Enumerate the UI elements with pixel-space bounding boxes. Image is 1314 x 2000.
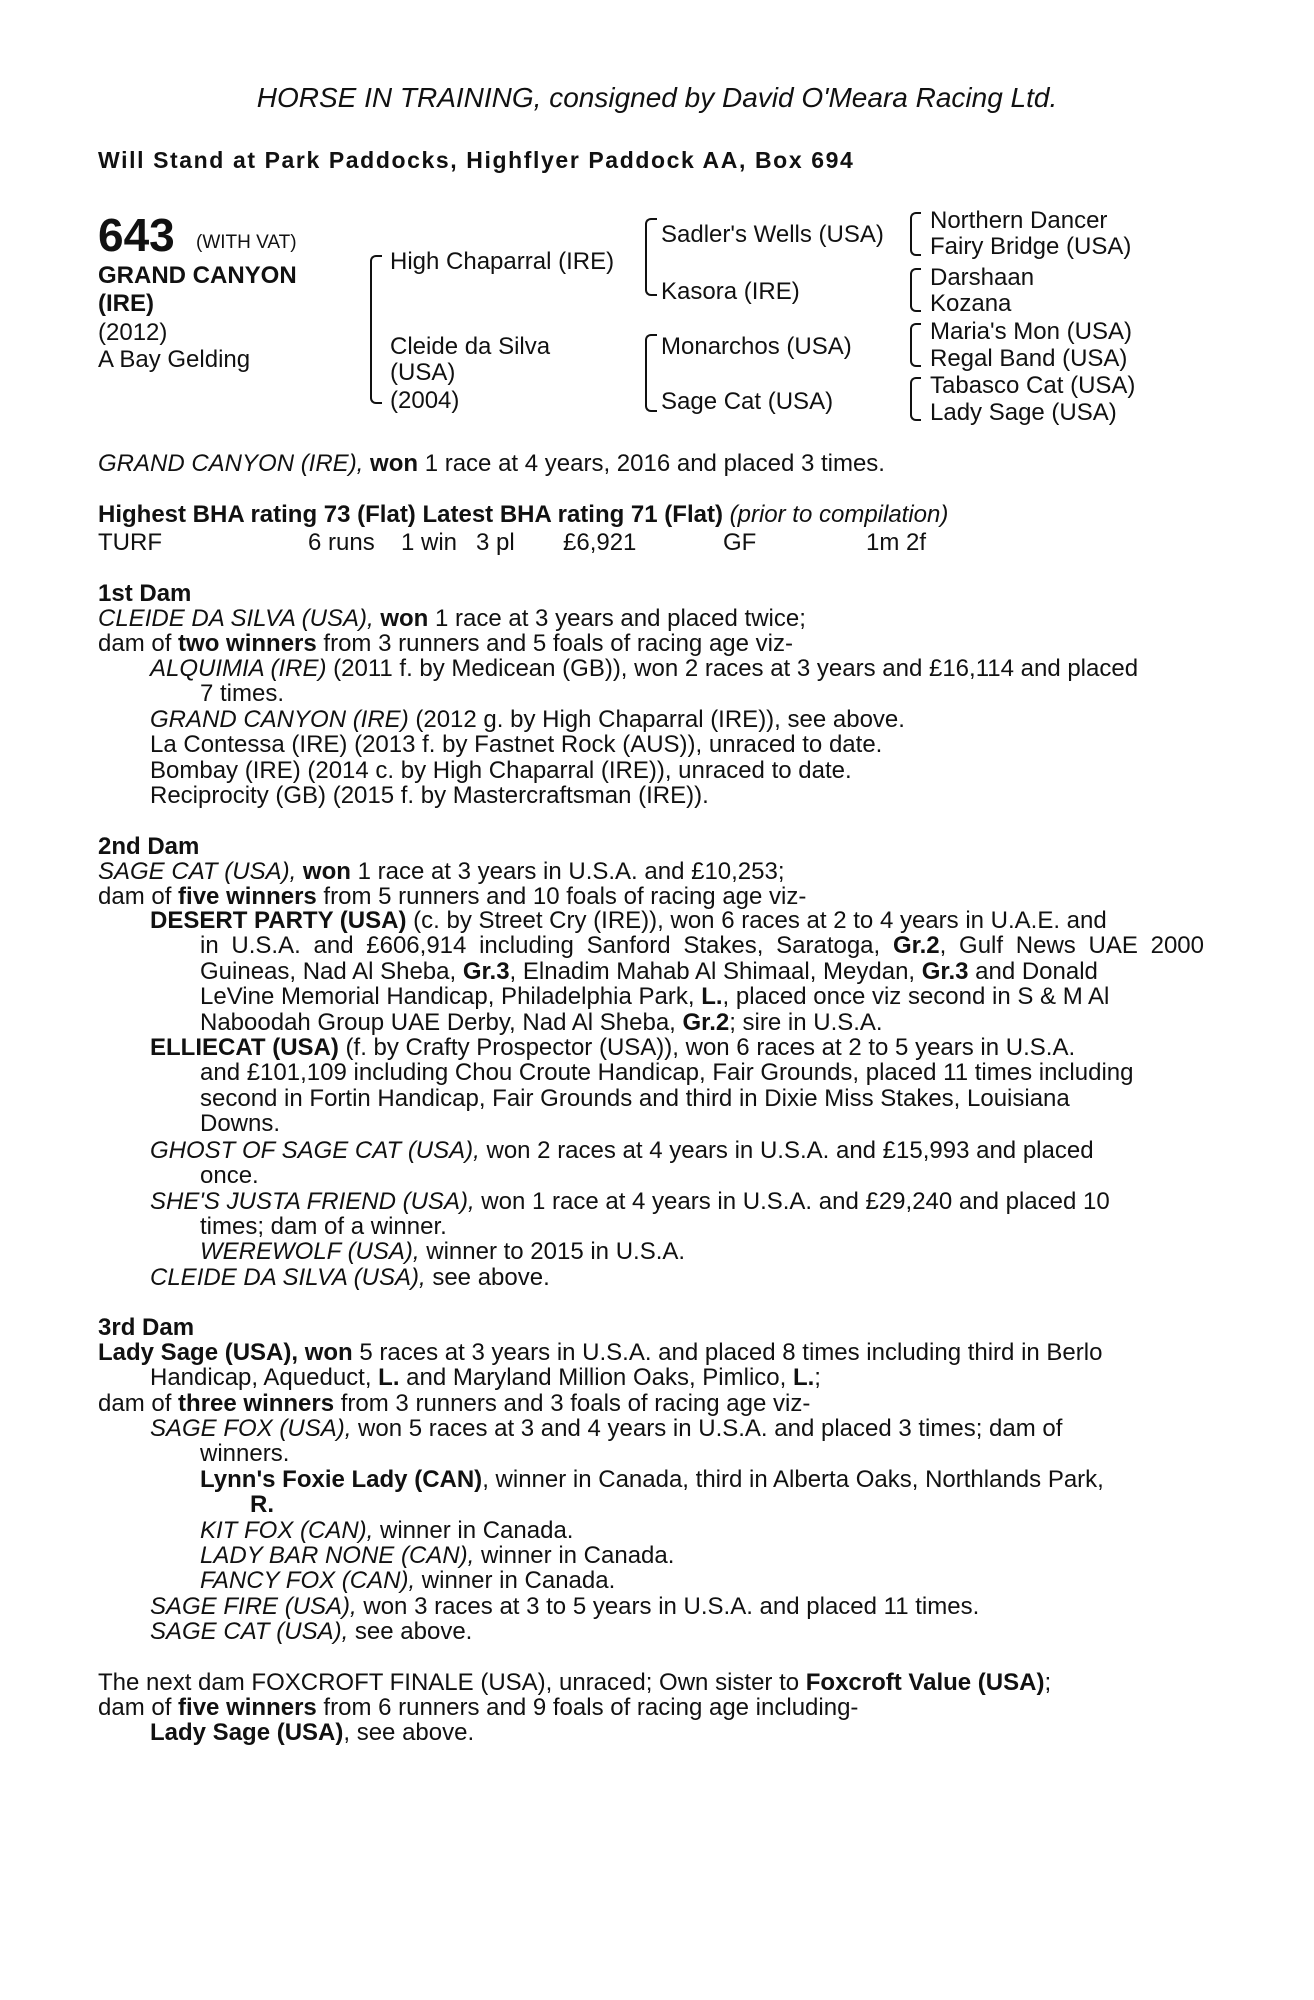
listed: L. [701,983,723,1011]
pedigree-sds: Darshaan [930,264,1035,291]
produce-text: Guineas, Nad Al Sheba, [200,957,463,985]
horse-name-line2: (IRE) [98,290,154,317]
produce-fancy-fox [200,1567,615,1595]
produce-alquimia [150,655,1138,683]
second-dam-l2c: from 5 runners and 10 foals of racing age viz- [316,883,807,910]
pedigree-dsd: Regal Band (USA) [930,345,1128,372]
produce-text: won 1 race at 4 years in U.S.A. and £29,240 and placed 10 [474,1188,1110,1215]
produce-sage-cat [150,1618,472,1646]
bha-rating-text: Highest BHA rating 73 (Flat) Latest BHA rating 71 (Flat) [98,501,723,528]
second-dam-name: SAGE CAT (USA), [98,858,297,885]
produce-cleide-da-silva [150,1264,550,1292]
produce-name: CLEIDE DA SILVA (USA), [150,1264,426,1291]
second-dam-line1 [98,858,785,886]
bha-ratings [98,501,948,529]
pedigree-dds: Tabasco Cat (USA) [930,372,1136,399]
pedigree-dam-line1: Cleide da Silva [390,333,551,360]
pedigree-brace-ds [910,323,921,367]
vat-note: (WITH VAT) [196,232,297,253]
pedigree-ssd: Fairy Bridge (USA) [930,233,1132,260]
text: ; [1044,1669,1052,1696]
pedigree-brace-dd [910,377,921,421]
produce-text: see above. [348,1618,473,1645]
produce-text: , Gulf News UAE 2000 [939,932,1204,960]
first-dam-l2a: dam of [98,630,179,657]
text: dam of [98,1390,179,1417]
race-summary [98,450,885,478]
produce-ghost-of-sage-cat [150,1137,1094,1165]
first-dam-line1 [98,605,806,633]
summary-horse-name: GRAND CANYON (IRE), [98,450,364,477]
third-dam-won: won [304,1339,353,1366]
produce-text: , placed once viz second in S & M Al [722,983,1110,1011]
produce-name: SHE'S JUSTA FRIEND (USA), [150,1188,475,1215]
third-dam-line1 [98,1339,1102,1367]
produce-sage-fox-cont: winners. [200,1440,290,1467]
produce-name: LADY BAR NONE (CAN), [200,1542,475,1569]
produce-la-contessa: La Contessa (IRE) (2013 f. by Fastnet Rock (AUS)), unraced to date. [150,731,883,758]
record-earnings: £6,921 [563,529,637,556]
grade: Gr.3 [921,957,969,985]
pedigree-brace-ss [910,212,921,256]
produce-name: KIT FOX (CAN), [200,1517,374,1544]
produce-text: LeVine Memorial Handicap, Philadelphia Park, [200,983,702,1011]
produce-shes-justa-friend [150,1188,1110,1216]
produce-text: (c. by Street Cry (IRE)), won 6 races at 2 to 4 years in U.A.E. and [406,907,1107,934]
produce-alquimia-cont: 7 times. [200,680,285,707]
text: The next dam FOXCROFT FINALE (USA), unraced; Own sister to [98,1669,806,1696]
produce-name: ELLIECAT (USA) [150,1034,339,1061]
second-dam-heading: 2nd Dam [98,833,200,860]
produce-bombay: Bombay (IRE) (2014 c. by High Chaparral (IRE)), unraced to date. [150,757,852,784]
first-dam-line2 [98,630,793,658]
produce-text: winner in Canada. [415,1567,616,1594]
produce-name: DESERT PARTY (USA) [150,907,407,934]
text: Handicap, Aqueduct, [150,1364,379,1391]
produce-name: SAGE FOX (USA), [150,1415,352,1442]
produce-name: SAGE FIRE (USA), [150,1593,357,1620]
produce-desert-party [150,908,1204,1035]
record-runs: 6 runs [308,529,375,556]
produce-lynns-foxie-lady [200,1466,1104,1494]
third-dam-line3 [98,1390,810,1418]
pedigree-brace-sire [645,218,657,296]
first-dam-winners: two winners [178,630,317,657]
produce-name: WEREWOLF (USA), [200,1238,420,1265]
second-dam-won: won [302,858,351,885]
pedigree-dam-sire: Monarchos (USA) [661,333,852,360]
listed: L. [792,1364,815,1391]
text: from 6 runners and 9 foals of racing age including- [316,1694,859,1721]
pedigree-dam-line3: (2004) [390,387,460,414]
pedigree-sire-dam: Kasora (IRE) [661,278,800,305]
next-dam-winners: five winners [178,1694,317,1721]
produce-text: won 2 races at 4 years in U.S.A. and £15,993 and placed [479,1137,1094,1164]
third-dam-heading: 3rd Dam [98,1314,195,1341]
produce-text: , Elnadim Mahab Al Shimaal, Meydan, [509,957,922,985]
second-dam-rest: 1 race at 3 years in U.S.A. and £10,253; [350,858,785,885]
catalogue-header: HORSE IN TRAINING, consigned by David O'Meara Racing Ltd. [256,82,1058,113]
produce-text: ; sire in U.S.A. [729,1008,883,1036]
lot-number: 643 [98,209,175,261]
record-going: GF [723,529,757,556]
third-dam-name: Lady Sage (USA), [98,1339,299,1366]
produce-elliecat [150,1035,1204,1137]
summary-rest: 1 race at 4 years, 2016 and placed 3 times. [418,450,885,477]
pedigree-brace-sd [910,268,921,312]
bha-rating-note: (prior to compilation) [729,501,949,528]
record-wins: 1 win [401,529,458,556]
third-dam-winners: three winners [178,1390,335,1417]
pedigree-sdd: Kozana [930,290,1012,317]
produce-text: and £101,109 including Chou Croute Handicap, Fair Grounds, placed 11 times including [200,1059,1134,1087]
produce-name: SAGE CAT (USA), [150,1618,349,1645]
pedigree-brace-dam [645,334,657,412]
pedigree-sire-sire: Sadler's Wells (USA) [661,221,884,248]
produce-rest: (2011 f. by Medicean (GB)), won 2 races at 3 years and £16,114 and placed [326,655,1139,682]
pedigree-ddd: Lady Sage (USA) [930,399,1117,426]
summary-won: won [370,450,419,477]
pedigree-dam-dam: Sage Cat (USA) [661,388,834,415]
listed: L. [378,1364,400,1391]
produce-text: won 5 races at 3 and 4 years in U.S.A. and placed 3 times; dam of [351,1415,1063,1442]
first-dam-heading: 1st Dam [98,580,192,607]
next-dam-line3 [150,1719,474,1747]
produce-lynns-cont: R. [250,1491,274,1518]
second-dam-winners: five winners [178,883,317,910]
produce-text: see above. [425,1264,550,1291]
produce-reciprocity: Reciprocity (GB) (2015 f. by Mastercraftsman (IRE)). [150,782,709,809]
produce-name: FANCY FOX (CAN), [200,1567,416,1594]
record-surface: TURF [98,529,162,556]
first-dam-rest: 1 race at 3 years and placed twice; [428,605,806,632]
lady-sage: Lady Sage (USA) [150,1719,344,1746]
produce-text: Naboodah Group UAE Derby, Nad Al Sheba, [200,1008,683,1036]
record-distance: 1m 2f [866,529,927,556]
next-dam-line2 [98,1694,858,1722]
text: and Maryland Million Oaks, Pimlico, [399,1364,793,1391]
produce-sage-fire [150,1593,979,1621]
produce-kit-fox [200,1517,573,1545]
first-dam-won: won [380,605,429,632]
produce-text: second in Fortin Handicap, Fair Grounds and third in Dixie Miss Stakes, Louisiana [200,1084,1070,1112]
stand-location: Will Stand at Park Paddocks, Highflyer Paddock AA, Box 694 [98,147,855,173]
horse-name-line1: GRAND CANYON [98,262,297,289]
produce-ghost-cont: once. [200,1162,259,1189]
horse-description: A Bay Gelding [98,346,251,373]
produce-name: Lynn's Foxie Lady (CAN) [200,1466,483,1493]
produce-text: , winner in Canada, third in Alberta Oaks, Northlands Park, [482,1466,1104,1493]
next-dam-line1 [98,1669,1051,1697]
produce-text: winner in Canada. [373,1517,574,1544]
pedigree-sss: Northern Dancer [930,207,1108,234]
produce-grand-canyon [150,706,905,734]
horse-name [98,262,297,318]
text: dam of [98,1694,179,1721]
produce-text: won 3 races at 3 to 5 years in U.S.A. and placed 11 times. [356,1593,980,1620]
produce-name: GHOST OF SAGE CAT (USA), [150,1137,480,1164]
produce-text: Downs. [200,1110,281,1138]
produce-text: (f. by Crafty Prospector (USA)), won 6 races at 2 to 5 years in U.S.A. [338,1034,1076,1061]
pedigree-brace-gen1 [370,255,382,404]
grade: Gr.3 [462,957,510,985]
produce-text: in U.S.A. and £606,914 including Sanford Stakes, Saratoga, [200,932,893,960]
first-dam-name: CLEIDE DA SILVA (USA), [98,605,374,632]
produce-text: winner to 2015 in U.S.A. [419,1238,686,1265]
text: , see above. [343,1719,475,1746]
produce-sage-fox [150,1415,1062,1443]
third-dam-rest: 5 races at 3 years in U.S.A. and placed 8 times including third in Berlo [352,1339,1103,1366]
grade: Gr.2 [682,1008,730,1036]
produce-werewolf [200,1238,685,1266]
pedigree-sire: High Chaparral (IRE) [390,248,615,275]
foxcroft-value: Foxcroft Value (USA) [805,1669,1045,1696]
produce-lady-bar-none [200,1542,674,1570]
text: ; [814,1364,821,1391]
third-dam-line2 [150,1364,821,1392]
produce-shes-cont: times; dam of a winner. [200,1213,447,1240]
foaling-year: (2012) [98,319,168,346]
text: from 3 runners and 3 foals of racing age viz- [334,1390,811,1417]
pedigree-dam-line2: (USA) [390,359,456,386]
produce-name: ALQUIMIA (IRE) [150,655,327,682]
second-dam-l2a: dam of [98,883,179,910]
record-places: 3 pl [476,529,515,556]
first-dam-l2c: from 3 runners and 5 foals of racing age viz- [316,630,793,657]
produce-text: and Donald [968,957,1098,985]
grade: Gr.2 [892,932,940,960]
produce-rest: (2012 g. by High Chaparral (IRE)), see above. [408,706,905,733]
produce-name: GRAND CANYON (IRE) [150,706,409,733]
pedigree-dss: Maria's Mon (USA) [930,318,1132,345]
produce-text: winner in Canada. [474,1542,675,1569]
